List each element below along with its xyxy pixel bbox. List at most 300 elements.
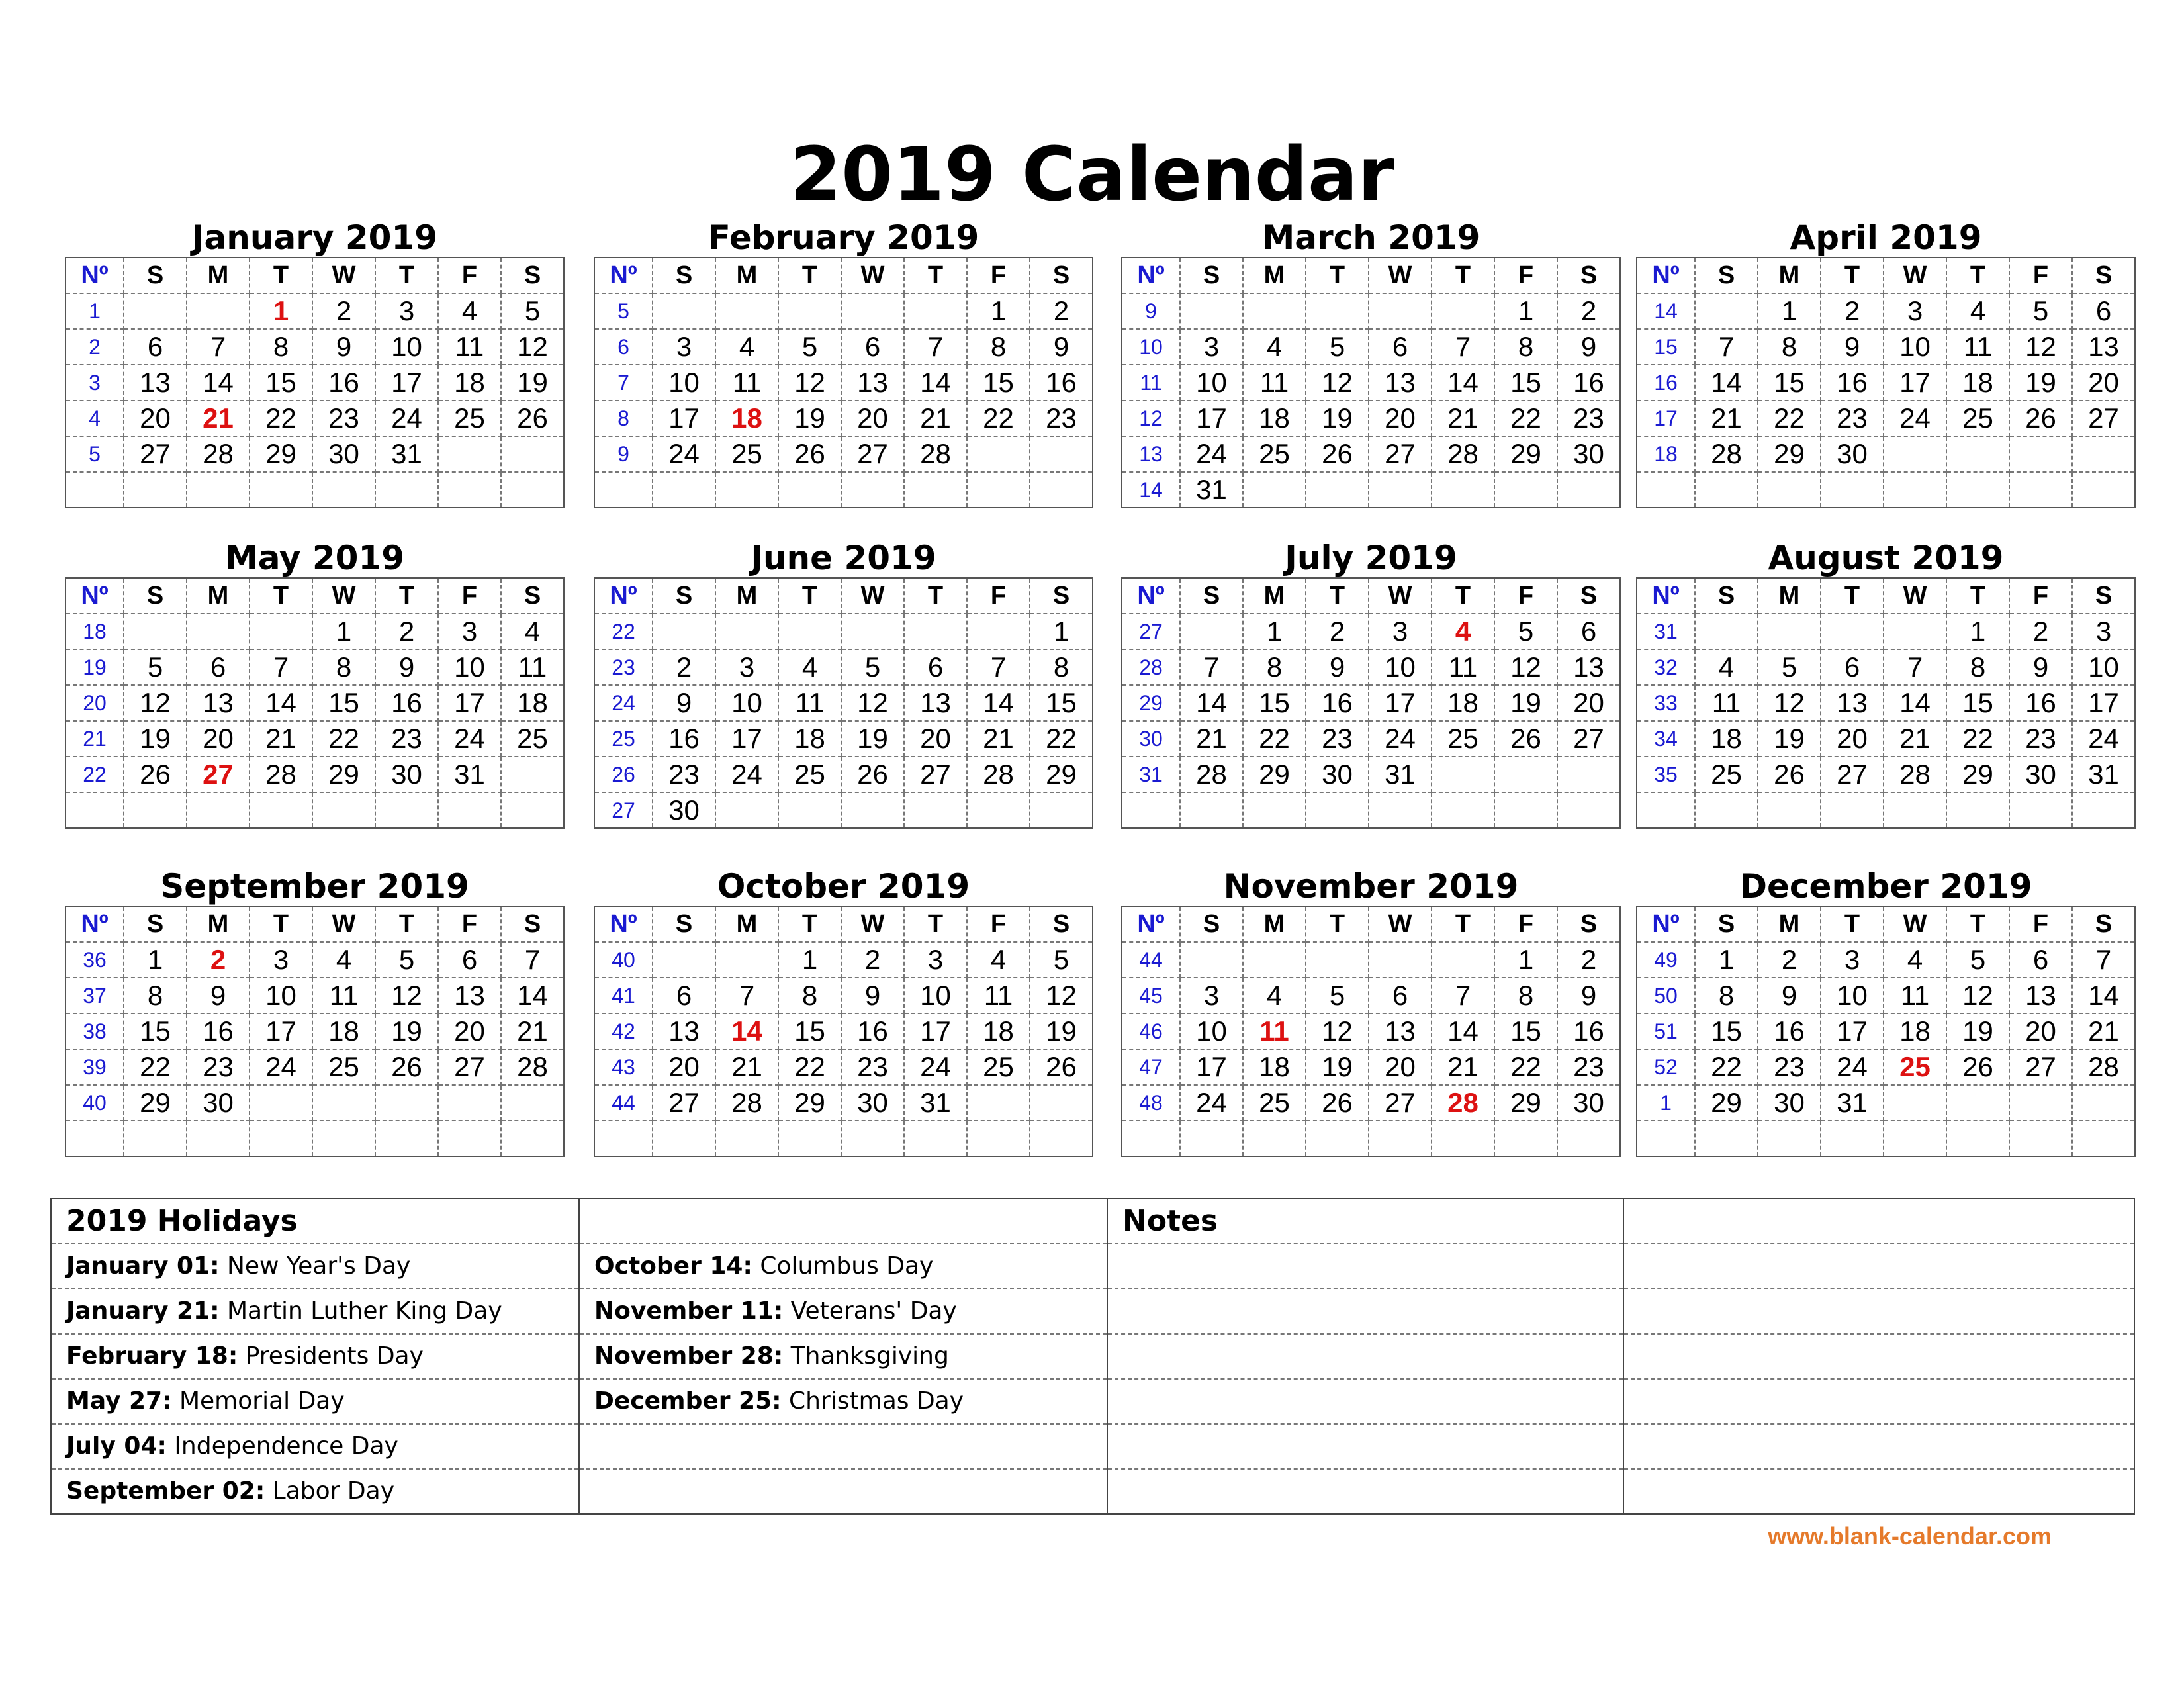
day-cell: 18 bbox=[1432, 685, 1494, 721]
day-cell bbox=[1243, 472, 1306, 508]
day-cell: 2 bbox=[1758, 942, 1821, 978]
week-number: 1 bbox=[66, 293, 124, 329]
day-cell: 11 bbox=[312, 978, 375, 1013]
day-cell: 26 bbox=[1030, 1049, 1093, 1085]
week-row bbox=[1122, 436, 1620, 472]
week-number bbox=[1122, 1121, 1180, 1156]
holiday-name: Veterans' Day bbox=[790, 1297, 957, 1325]
week-number: 43 bbox=[594, 1049, 653, 1085]
day-cell: 17 bbox=[904, 1013, 967, 1049]
week-row bbox=[594, 1085, 1093, 1121]
day-cell bbox=[124, 792, 187, 828]
day-cell bbox=[778, 614, 841, 649]
holiday-name: Independence Day bbox=[174, 1432, 398, 1460]
day-cell bbox=[904, 472, 967, 508]
day-cell: 27 bbox=[1557, 721, 1620, 757]
holiday-day-cell: 1 bbox=[250, 293, 312, 329]
holiday-entry bbox=[579, 1244, 1107, 1289]
month-september bbox=[65, 867, 565, 1157]
day-cell bbox=[2009, 1121, 2072, 1156]
day-cell: 10 bbox=[1884, 329, 1946, 365]
week-number: 13 bbox=[1122, 436, 1180, 472]
notes-line bbox=[1623, 1379, 2134, 1424]
week-number: 51 bbox=[1637, 1013, 1695, 1049]
week-row bbox=[1637, 1049, 2135, 1085]
day-cell: 29 bbox=[1695, 1085, 1758, 1121]
week-row bbox=[66, 649, 564, 685]
weekday-header: F bbox=[1494, 906, 1557, 942]
day-cell: 14 bbox=[187, 365, 250, 400]
day-cell: 14 bbox=[1432, 365, 1494, 400]
day-cell: 9 bbox=[1557, 978, 1620, 1013]
day-cell: 13 bbox=[841, 365, 904, 400]
week-row bbox=[1637, 649, 2135, 685]
day-cell bbox=[438, 1121, 501, 1156]
day-cell bbox=[375, 792, 438, 828]
day-cell bbox=[438, 436, 501, 472]
day-cell: 31 bbox=[904, 1085, 967, 1121]
day-cell: 14 bbox=[250, 685, 312, 721]
week-number bbox=[66, 792, 124, 828]
week-row bbox=[1122, 942, 1620, 978]
weekday-header: T bbox=[1946, 578, 2009, 614]
week-row bbox=[594, 978, 1093, 1013]
day-cell bbox=[967, 792, 1030, 828]
holiday-day-cell: 25 bbox=[1884, 1049, 1946, 1085]
month-february bbox=[594, 218, 1093, 508]
week-number: 22 bbox=[66, 757, 124, 792]
day-cell bbox=[1306, 293, 1369, 329]
day-cell bbox=[1243, 293, 1306, 329]
weekday-header-row bbox=[1122, 906, 1620, 942]
day-cell bbox=[124, 293, 187, 329]
weekday-header: T bbox=[250, 578, 312, 614]
website-link[interactable]: www.blank-calendar.com bbox=[1768, 1523, 2052, 1550]
day-cell: 27 bbox=[438, 1049, 501, 1085]
day-cell: 17 bbox=[438, 685, 501, 721]
day-cell: 23 bbox=[312, 400, 375, 436]
week-number: 52 bbox=[1637, 1049, 1695, 1085]
day-cell: 9 bbox=[375, 649, 438, 685]
week-row bbox=[66, 293, 564, 329]
day-cell bbox=[715, 1121, 778, 1156]
day-cell: 1 bbox=[1946, 614, 2009, 649]
day-cell: 20 bbox=[187, 721, 250, 757]
day-cell: 3 bbox=[904, 942, 967, 978]
day-cell: 5 bbox=[1306, 329, 1369, 365]
day-cell: 4 bbox=[778, 649, 841, 685]
day-cell: 17 bbox=[375, 365, 438, 400]
week-number: 5 bbox=[66, 436, 124, 472]
day-cell: 4 bbox=[967, 942, 1030, 978]
week-number bbox=[66, 1121, 124, 1156]
day-cell: 10 bbox=[904, 978, 967, 1013]
day-cell: 16 bbox=[841, 1013, 904, 1049]
day-cell: 9 bbox=[1306, 649, 1369, 685]
day-cell bbox=[1306, 472, 1369, 508]
day-cell: 17 bbox=[1180, 1049, 1243, 1085]
week-row bbox=[594, 792, 1093, 828]
day-cell: 2 bbox=[1306, 614, 1369, 649]
day-cell bbox=[653, 1121, 715, 1156]
week-number: 40 bbox=[594, 942, 653, 978]
day-cell bbox=[1180, 792, 1243, 828]
weekday-header: M bbox=[715, 906, 778, 942]
day-cell: 5 bbox=[841, 649, 904, 685]
day-cell: 25 bbox=[1432, 721, 1494, 757]
weekday-header: W bbox=[1369, 578, 1432, 614]
day-cell: 14 bbox=[501, 978, 564, 1013]
day-cell: 22 bbox=[1494, 400, 1557, 436]
day-cell: 30 bbox=[841, 1085, 904, 1121]
day-cell bbox=[375, 472, 438, 508]
day-cell bbox=[2072, 1085, 2135, 1121]
day-cell: 23 bbox=[1306, 721, 1369, 757]
day-cell: 9 bbox=[1557, 329, 1620, 365]
week-number: 47 bbox=[1122, 1049, 1180, 1085]
weekday-header: S bbox=[1180, 258, 1243, 293]
day-cell: 22 bbox=[967, 400, 1030, 436]
day-cell: 19 bbox=[2009, 365, 2072, 400]
day-cell: 24 bbox=[438, 721, 501, 757]
month-title: October 2019 bbox=[717, 867, 970, 906]
week-number: 11 bbox=[1122, 365, 1180, 400]
day-cell: 16 bbox=[1306, 685, 1369, 721]
month-title: September 2019 bbox=[160, 867, 469, 906]
holiday-date: February 18: bbox=[66, 1342, 238, 1370]
week-number: 35 bbox=[1637, 757, 1695, 792]
day-cell: 13 bbox=[438, 978, 501, 1013]
day-cell bbox=[715, 293, 778, 329]
day-cell: 10 bbox=[715, 685, 778, 721]
day-cell: 3 bbox=[1884, 293, 1946, 329]
day-cell: 8 bbox=[1243, 649, 1306, 685]
weekday-header: T bbox=[1946, 906, 2009, 942]
day-cell: 7 bbox=[187, 329, 250, 365]
day-cell: 5 bbox=[1306, 978, 1369, 1013]
weekday-header: F bbox=[2009, 258, 2072, 293]
week-number: 44 bbox=[1122, 942, 1180, 978]
week-number bbox=[1637, 472, 1695, 508]
day-cell: 17 bbox=[1180, 400, 1243, 436]
weekday-header: T bbox=[1946, 258, 2009, 293]
day-cell: 19 bbox=[124, 721, 187, 757]
day-cell: 1 bbox=[1030, 614, 1093, 649]
weekday-header: W bbox=[1884, 906, 1946, 942]
week-row bbox=[1637, 1085, 2135, 1121]
blank-cell bbox=[579, 1469, 1107, 1514]
day-cell: 13 bbox=[2009, 978, 2072, 1013]
day-cell bbox=[2009, 792, 2072, 828]
week-number: 27 bbox=[1122, 614, 1180, 649]
day-cell: 5 bbox=[501, 293, 564, 329]
week-number: 1 bbox=[1637, 1085, 1695, 1121]
day-cell bbox=[250, 614, 312, 649]
week-number: 8 bbox=[594, 400, 653, 436]
day-cell bbox=[501, 792, 564, 828]
day-cell: 30 bbox=[1557, 436, 1620, 472]
day-cell: 5 bbox=[2009, 293, 2072, 329]
weekday-header: F bbox=[438, 578, 501, 614]
day-cell bbox=[2072, 1121, 2135, 1156]
notes-line bbox=[1623, 1289, 2134, 1334]
day-cell: 31 bbox=[1369, 757, 1432, 792]
holiday-entry bbox=[579, 1379, 1107, 1424]
day-cell bbox=[1306, 942, 1369, 978]
day-cell: 21 bbox=[501, 1013, 564, 1049]
day-cell: 25 bbox=[438, 400, 501, 436]
holiday-name: Presidents Day bbox=[245, 1342, 424, 1370]
day-cell: 24 bbox=[904, 1049, 967, 1085]
week-number: 14 bbox=[1637, 293, 1695, 329]
week-number-header: Nº bbox=[1122, 578, 1180, 614]
day-cell: 10 bbox=[438, 649, 501, 685]
day-cell bbox=[1494, 1121, 1557, 1156]
week-row bbox=[1637, 436, 2135, 472]
day-cell: 15 bbox=[1695, 1013, 1758, 1049]
day-cell: 6 bbox=[1369, 978, 1432, 1013]
day-cell: 19 bbox=[1946, 1013, 2009, 1049]
weekday-header: F bbox=[438, 906, 501, 942]
week-row bbox=[1637, 365, 2135, 400]
week-number: 25 bbox=[594, 721, 653, 757]
weekday-header: S bbox=[2072, 258, 2135, 293]
day-cell: 3 bbox=[438, 614, 501, 649]
month-august bbox=[1636, 541, 2136, 829]
month-table bbox=[1636, 577, 2136, 829]
day-cell: 28 bbox=[2072, 1049, 2135, 1085]
weekday-header: S bbox=[1557, 906, 1620, 942]
day-cell: 19 bbox=[1758, 721, 1821, 757]
week-number: 38 bbox=[66, 1013, 124, 1049]
day-cell: 25 bbox=[778, 757, 841, 792]
day-cell: 27 bbox=[1369, 1085, 1432, 1121]
week-row bbox=[1122, 757, 1620, 792]
weekday-header: T bbox=[1432, 258, 1494, 293]
week-number: 36 bbox=[66, 942, 124, 978]
day-cell bbox=[2009, 1085, 2072, 1121]
day-cell: 9 bbox=[1758, 978, 1821, 1013]
day-cell bbox=[967, 1085, 1030, 1121]
day-cell bbox=[1030, 436, 1093, 472]
day-cell: 11 bbox=[1695, 685, 1758, 721]
weekday-header-row bbox=[66, 906, 564, 942]
day-cell: 7 bbox=[1695, 329, 1758, 365]
day-cell bbox=[1884, 792, 1946, 828]
page-title: 2019 Calendar bbox=[790, 132, 1394, 218]
holiday-entry bbox=[51, 1289, 579, 1334]
day-cell: 5 bbox=[1946, 942, 2009, 978]
weekday-header: M bbox=[715, 258, 778, 293]
day-cell: 21 bbox=[250, 721, 312, 757]
week-row bbox=[1122, 400, 1620, 436]
week-row bbox=[66, 1013, 564, 1049]
day-cell: 16 bbox=[1821, 365, 1884, 400]
day-cell: 26 bbox=[1758, 757, 1821, 792]
day-cell: 1 bbox=[778, 942, 841, 978]
weekday-header: S bbox=[124, 258, 187, 293]
week-number: 29 bbox=[1122, 685, 1180, 721]
week-row bbox=[1637, 293, 2135, 329]
day-cell: 14 bbox=[1180, 685, 1243, 721]
day-cell: 4 bbox=[312, 942, 375, 978]
day-cell: 6 bbox=[1369, 329, 1432, 365]
week-row bbox=[66, 614, 564, 649]
day-cell: 27 bbox=[1821, 757, 1884, 792]
day-cell bbox=[1884, 1085, 1946, 1121]
week-number: 3 bbox=[66, 365, 124, 400]
day-cell: 23 bbox=[653, 757, 715, 792]
day-cell: 15 bbox=[312, 685, 375, 721]
day-cell: 12 bbox=[1494, 649, 1557, 685]
holiday-name: Columbus Day bbox=[760, 1252, 934, 1280]
month-january bbox=[65, 218, 565, 508]
day-cell: 21 bbox=[967, 721, 1030, 757]
week-row bbox=[1122, 614, 1620, 649]
weekday-header: M bbox=[1243, 578, 1306, 614]
weekday-header: W bbox=[841, 258, 904, 293]
week-number: 14 bbox=[1122, 472, 1180, 508]
day-cell bbox=[715, 614, 778, 649]
weekday-header-row bbox=[594, 906, 1093, 942]
holiday-row bbox=[51, 1289, 2134, 1334]
day-cell: 14 bbox=[1432, 1013, 1494, 1049]
day-cell: 17 bbox=[250, 1013, 312, 1049]
week-number: 49 bbox=[1637, 942, 1695, 978]
day-cell: 22 bbox=[1946, 721, 2009, 757]
week-row bbox=[1637, 1013, 2135, 1049]
day-cell: 6 bbox=[2009, 942, 2072, 978]
day-cell: 16 bbox=[187, 1013, 250, 1049]
day-cell bbox=[2009, 472, 2072, 508]
day-cell bbox=[1432, 293, 1494, 329]
day-cell: 18 bbox=[501, 685, 564, 721]
day-cell bbox=[1884, 436, 1946, 472]
day-cell: 20 bbox=[841, 400, 904, 436]
day-cell: 21 bbox=[1432, 1049, 1494, 1085]
day-cell: 18 bbox=[312, 1013, 375, 1049]
day-cell: 26 bbox=[1306, 436, 1369, 472]
day-cell: 25 bbox=[1243, 1085, 1306, 1121]
day-cell bbox=[1306, 1121, 1369, 1156]
day-cell bbox=[904, 614, 967, 649]
weekday-header: F bbox=[438, 258, 501, 293]
week-number: 24 bbox=[594, 685, 653, 721]
day-cell: 6 bbox=[438, 942, 501, 978]
day-cell bbox=[1432, 757, 1494, 792]
day-cell bbox=[1180, 942, 1243, 978]
week-row bbox=[594, 1013, 1093, 1049]
day-cell: 1 bbox=[1494, 942, 1557, 978]
notes-line bbox=[1107, 1469, 1623, 1514]
month-june bbox=[594, 541, 1093, 829]
day-cell: 12 bbox=[1306, 365, 1369, 400]
week-number bbox=[1637, 1121, 1695, 1156]
weekday-header-row bbox=[594, 258, 1093, 293]
day-cell: 4 bbox=[438, 293, 501, 329]
week-number: 15 bbox=[1637, 329, 1695, 365]
weekday-header: W bbox=[312, 258, 375, 293]
day-cell: 18 bbox=[1884, 1013, 1946, 1049]
day-cell: 21 bbox=[904, 400, 967, 436]
day-cell: 13 bbox=[124, 365, 187, 400]
day-cell: 28 bbox=[250, 757, 312, 792]
week-number bbox=[594, 1121, 653, 1156]
day-cell bbox=[250, 1085, 312, 1121]
weekday-header: T bbox=[375, 906, 438, 942]
day-cell: 13 bbox=[1821, 685, 1884, 721]
week-number: 40 bbox=[66, 1085, 124, 1121]
day-cell: 12 bbox=[1306, 1013, 1369, 1049]
week-row bbox=[1122, 685, 1620, 721]
day-cell: 22 bbox=[1243, 721, 1306, 757]
day-cell: 1 bbox=[312, 614, 375, 649]
day-cell: 12 bbox=[375, 978, 438, 1013]
day-cell: 28 bbox=[715, 1085, 778, 1121]
day-cell: 24 bbox=[2072, 721, 2135, 757]
day-cell bbox=[375, 1085, 438, 1121]
weekday-header: M bbox=[187, 578, 250, 614]
month-table bbox=[65, 257, 565, 508]
holiday-date: May 27: bbox=[66, 1387, 172, 1415]
day-cell: 12 bbox=[778, 365, 841, 400]
week-row bbox=[1122, 721, 1620, 757]
month-title: November 2019 bbox=[1223, 867, 1519, 906]
week-number-header: Nº bbox=[1122, 258, 1180, 293]
day-cell bbox=[967, 1121, 1030, 1156]
week-number: 18 bbox=[66, 614, 124, 649]
month-title: June 2019 bbox=[751, 539, 936, 577]
day-cell bbox=[1758, 614, 1821, 649]
week-number: 41 bbox=[594, 978, 653, 1013]
month-november bbox=[1121, 867, 1621, 1157]
day-cell: 14 bbox=[1695, 365, 1758, 400]
holiday-day-cell: 21 bbox=[187, 400, 250, 436]
day-cell: 30 bbox=[1557, 1085, 1620, 1121]
holiday-entry bbox=[51, 1424, 579, 1469]
week-row bbox=[594, 293, 1093, 329]
day-cell: 22 bbox=[1695, 1049, 1758, 1085]
day-cell: 5 bbox=[1030, 942, 1093, 978]
day-cell: 18 bbox=[1946, 365, 2009, 400]
day-cell: 11 bbox=[1243, 365, 1306, 400]
day-cell: 15 bbox=[1494, 1013, 1557, 1049]
weekday-header: W bbox=[312, 578, 375, 614]
day-cell: 6 bbox=[653, 978, 715, 1013]
day-cell: 16 bbox=[1557, 1013, 1620, 1049]
day-cell: 25 bbox=[1243, 436, 1306, 472]
week-number bbox=[1122, 792, 1180, 828]
day-cell: 24 bbox=[1884, 400, 1946, 436]
week-row bbox=[1637, 400, 2135, 436]
day-cell: 2 bbox=[1030, 293, 1093, 329]
weekday-header: T bbox=[1306, 906, 1369, 942]
weekday-header: S bbox=[653, 258, 715, 293]
day-cell: 17 bbox=[1884, 365, 1946, 400]
day-cell: 4 bbox=[1946, 293, 2009, 329]
weekday-header: W bbox=[841, 578, 904, 614]
week-row bbox=[1637, 472, 2135, 508]
day-cell: 8 bbox=[1695, 978, 1758, 1013]
weekday-header: S bbox=[1030, 258, 1093, 293]
notes-line bbox=[1623, 1244, 2134, 1289]
day-cell: 30 bbox=[653, 792, 715, 828]
holiday-entry bbox=[51, 1244, 579, 1289]
weekday-header: M bbox=[187, 906, 250, 942]
day-cell: 26 bbox=[501, 400, 564, 436]
day-cell: 7 bbox=[715, 978, 778, 1013]
week-row bbox=[1122, 649, 1620, 685]
